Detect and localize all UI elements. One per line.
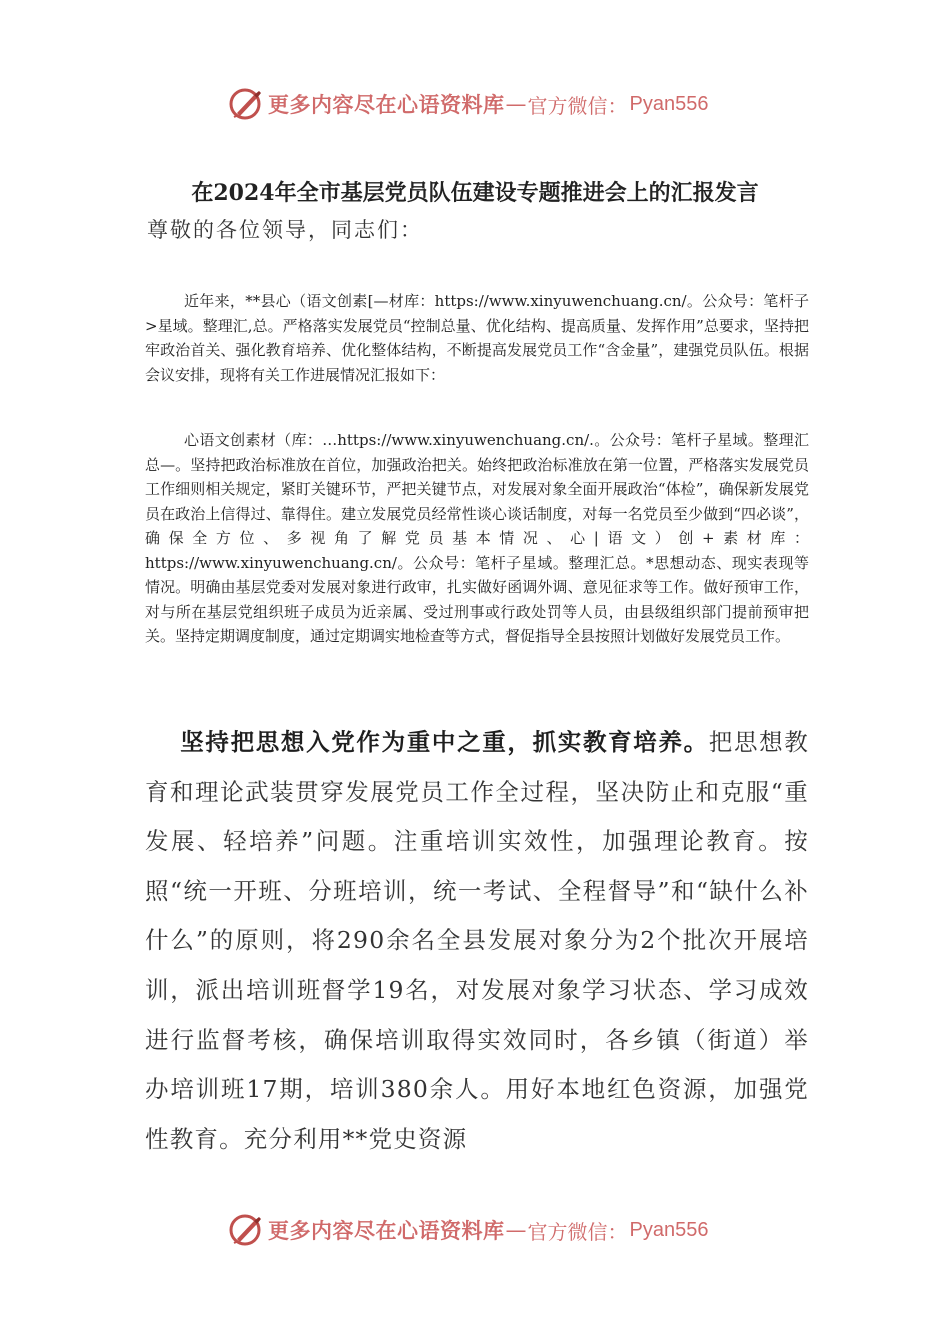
intro-paragraph: 近年来，**县心（语文创素[—材库：https://www.xinyuwenchuang.cn/。公众号：笔杆子>星域。整理汇,总。严格落实发展党员“控制总量、优化结构、提高质量、发挥作用”总要求，坚持把牢政治首关、强化教育培养、优化整体结构，不断提高发展党员工作“含金量”，建强党员队伍。根据会议安排，现将有关工作进展情况汇报如下：	[145, 292, 809, 384]
banner-wechat-id: Pyan556	[629, 1218, 709, 1241]
banner-label: 官方微信：	[527, 93, 628, 118]
banner-label: 官方微信：	[527, 1219, 628, 1244]
document-title: 在2024年全市基层党员队伍建设专题推进会上的汇报发言	[191, 180, 759, 206]
pen-logo-icon	[228, 1212, 264, 1248]
political-standard-paragraph: 心语文创素材（库：…https://www.xinyuwenchuang.cn/.。公众号：笔杆子星域。整理汇总—。坚持把政治标准放在首位，加强政治把关。始终把政治标准放在第一位置，严格落实发展党员工作细则相关规定，紧盯关键环节，严把关键节点，对发展对象全面开展政治“体检”，确保新发展党员在政治上信得过、靠得住。建立发展党员经常性谈心谈话制度，对每一名党员至少做到“四必谈”，确保全方位、多视角了解党员基本情况、心|语文）创+素材库：https://www.xinyuwenchuang.cn/。公众号：笔杆子星域。整理汇总。*思想动态、现实表现等情况。明确由基层党委对发展对象进行政审，扎实做好函调外调、意见征求等工作。做好预审工作，对与所在基层党组织班子成员为近亲属、受过刑事或行政处罚等人员，由县级组织部门提前预审把关。坚持定期调度制度，通过定期调实地检查等方式，督促指导全县按照计划做好发展党员工作。	[145, 431, 809, 645]
education-training-paragraph	[145, 718, 809, 1164]
footer-watermark-banner	[228, 1210, 708, 1250]
paragraph-body: 把思想教育和理论武装贯穿发展党员工作全过程，坚决防止和克服“重发展、轻培养”问题。注重培训实效性，加强理论教育。按照“统一开班、分班培训，统一考试、全程督导”和“缺什么补什么”的原则，将290余名全县发展对象分为2个批次开展培训，派出培训班督学19名，对发展对象学习状态、学习成效进行监督考核，确保培训取得实效同时，各乡镇（街道）举办培训班17期，培训380余人。用好本地红色资源，加强党性教育。充分利用**党史资源	[145, 728, 809, 1153]
paragraph-lead-heading: 坚持把思想入党作为重中之重，抓实教育培养。	[180, 728, 709, 756]
banner-text: 更多内容尽在心语资料库	[268, 1218, 505, 1243]
banner-text: 更多内容尽在心语资料库	[268, 92, 505, 117]
header-watermark-banner	[228, 84, 708, 124]
banner-separator: —	[505, 1218, 527, 1242]
banner-separator: —	[505, 92, 527, 116]
pen-logo-icon	[228, 86, 264, 122]
greeting: 尊敬的各位领导，同志们：	[147, 218, 423, 242]
banner-wechat-id: Pyan556	[629, 92, 709, 115]
